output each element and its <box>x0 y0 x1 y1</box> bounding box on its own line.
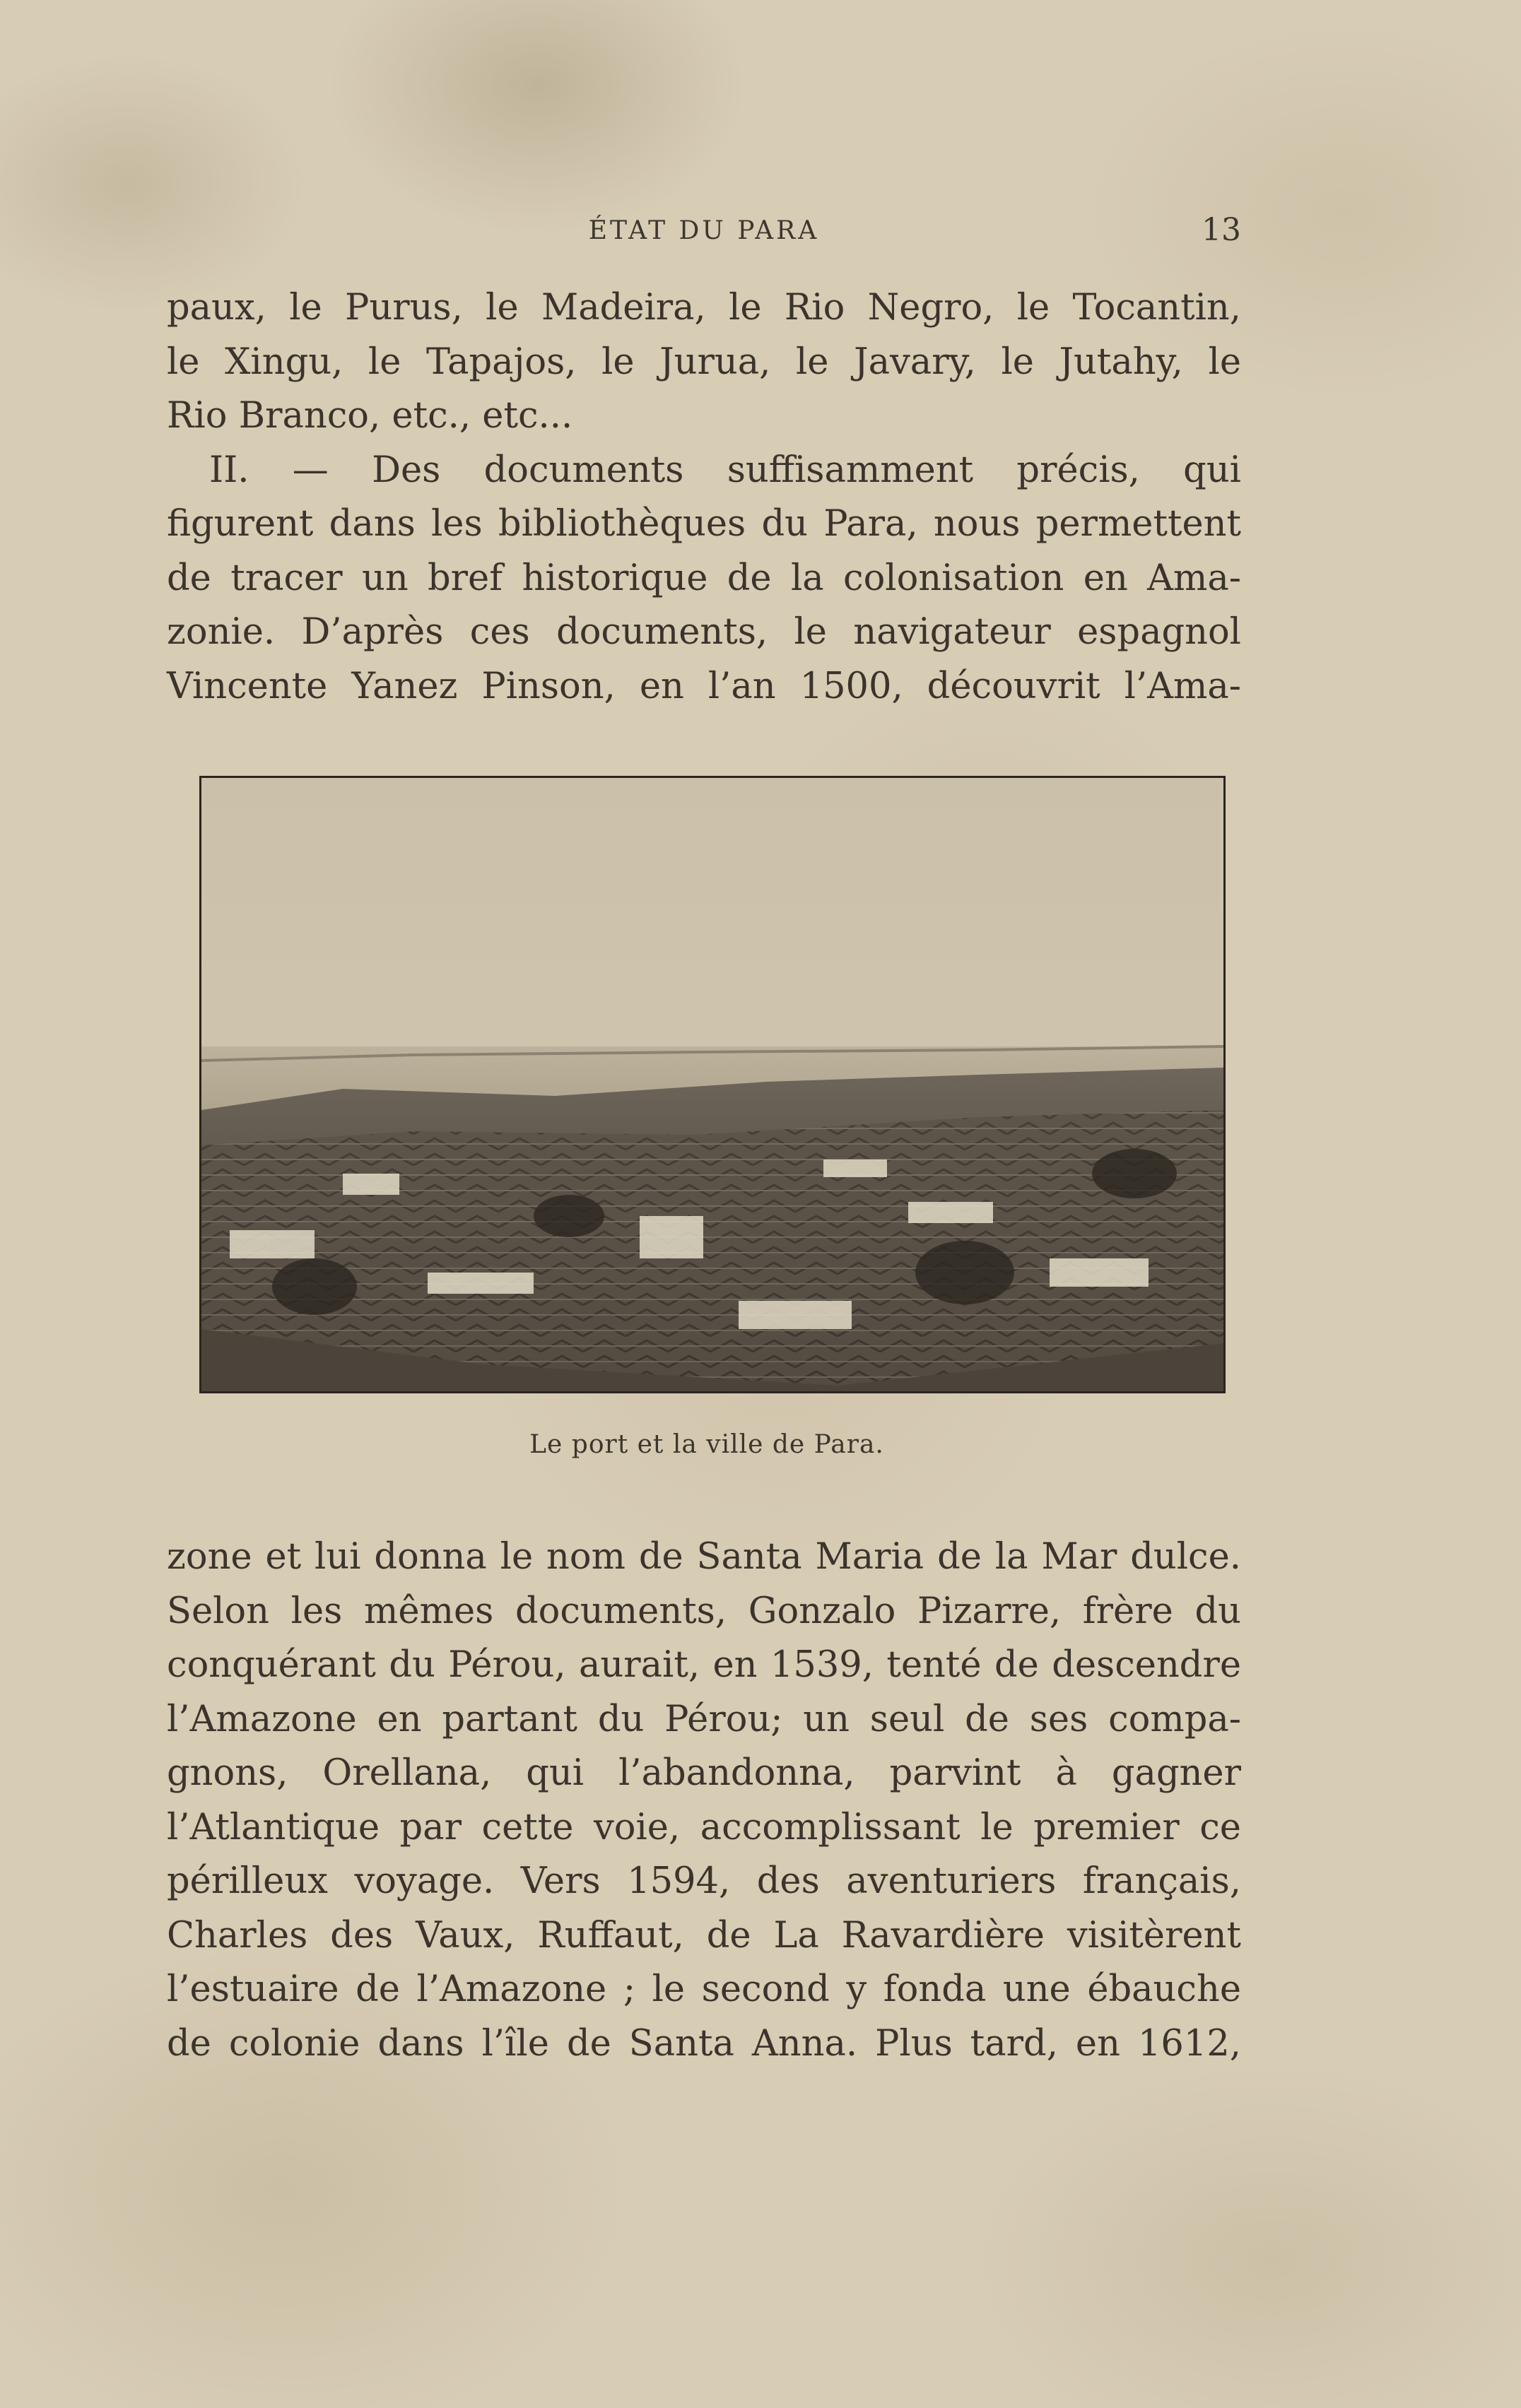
page-number: 13 <box>1202 212 1241 248</box>
text-line: Charles des Vaux, Ruffaut, de La Ravardière visitèrent <box>167 1914 1241 1956</box>
text-line: l’Atlantique par cette voie, accomplissant le premier ce <box>167 1806 1241 1848</box>
harbor-photograph-illustration <box>201 778 1223 1391</box>
text-line: de colonie dans l’île de Santa Anna. Plus tard, en 1612, <box>167 2022 1241 2065</box>
text-line: Vincente Yanez Pinson, en l’an 1500, découvrit l’Ama- <box>167 665 1241 707</box>
page-header <box>167 212 1241 259</box>
text-line: figurent dans les bibliothèques du Para, nous permettent <box>167 503 1241 545</box>
text-line: l’estuaire de l’Amazone ; le second y fonda une ébauche <box>167 1969 1241 2010</box>
text-line: zone et lui donna le nom de Santa Maria de la Mar dulce. <box>167 1536 1241 1578</box>
text-line: l’Amazone en partant du Pérou; un seul de ses compa- <box>167 1698 1241 1740</box>
harbor-photograph <box>199 776 1226 1393</box>
text-line: zonie. D’après ces documents, le navigateur espagnol <box>167 611 1241 653</box>
text-line: de tracer un bref historique de la colonisation en Ama- <box>167 557 1241 599</box>
running-title: ÉTAT DU PARA <box>588 216 820 245</box>
text-line: paux, le Purus, le Madeira, le Rio Negro, le Tocantin, <box>167 287 1241 329</box>
text-line: le Xingu, le Tapajos, le Jurua, le Javary, le Jutahy, le <box>167 341 1241 383</box>
figure-caption: Le port et la ville de Para. <box>529 1430 884 1459</box>
paragraph-bottom <box>167 1530 1241 2071</box>
text-line: Rio Branco, etc., etc... <box>167 395 573 437</box>
text-line: périlleux voyage. Vers 1594, des aventuriers français, <box>167 1860 1241 1902</box>
text-line: Selon les mêmes documents, Gonzalo Pizarre, frère du <box>167 1590 1241 1632</box>
text-line: II. — Des documents suffisamment précis, qui <box>209 449 1241 491</box>
paragraph-top <box>167 281 1241 714</box>
text-line: conquérant du Pérou, aurait, en 1539, tenté de descendre <box>167 1644 1241 1686</box>
text-line: gnons, Orellana, qui l’abandonna, parvint à gagner <box>167 1752 1241 1794</box>
